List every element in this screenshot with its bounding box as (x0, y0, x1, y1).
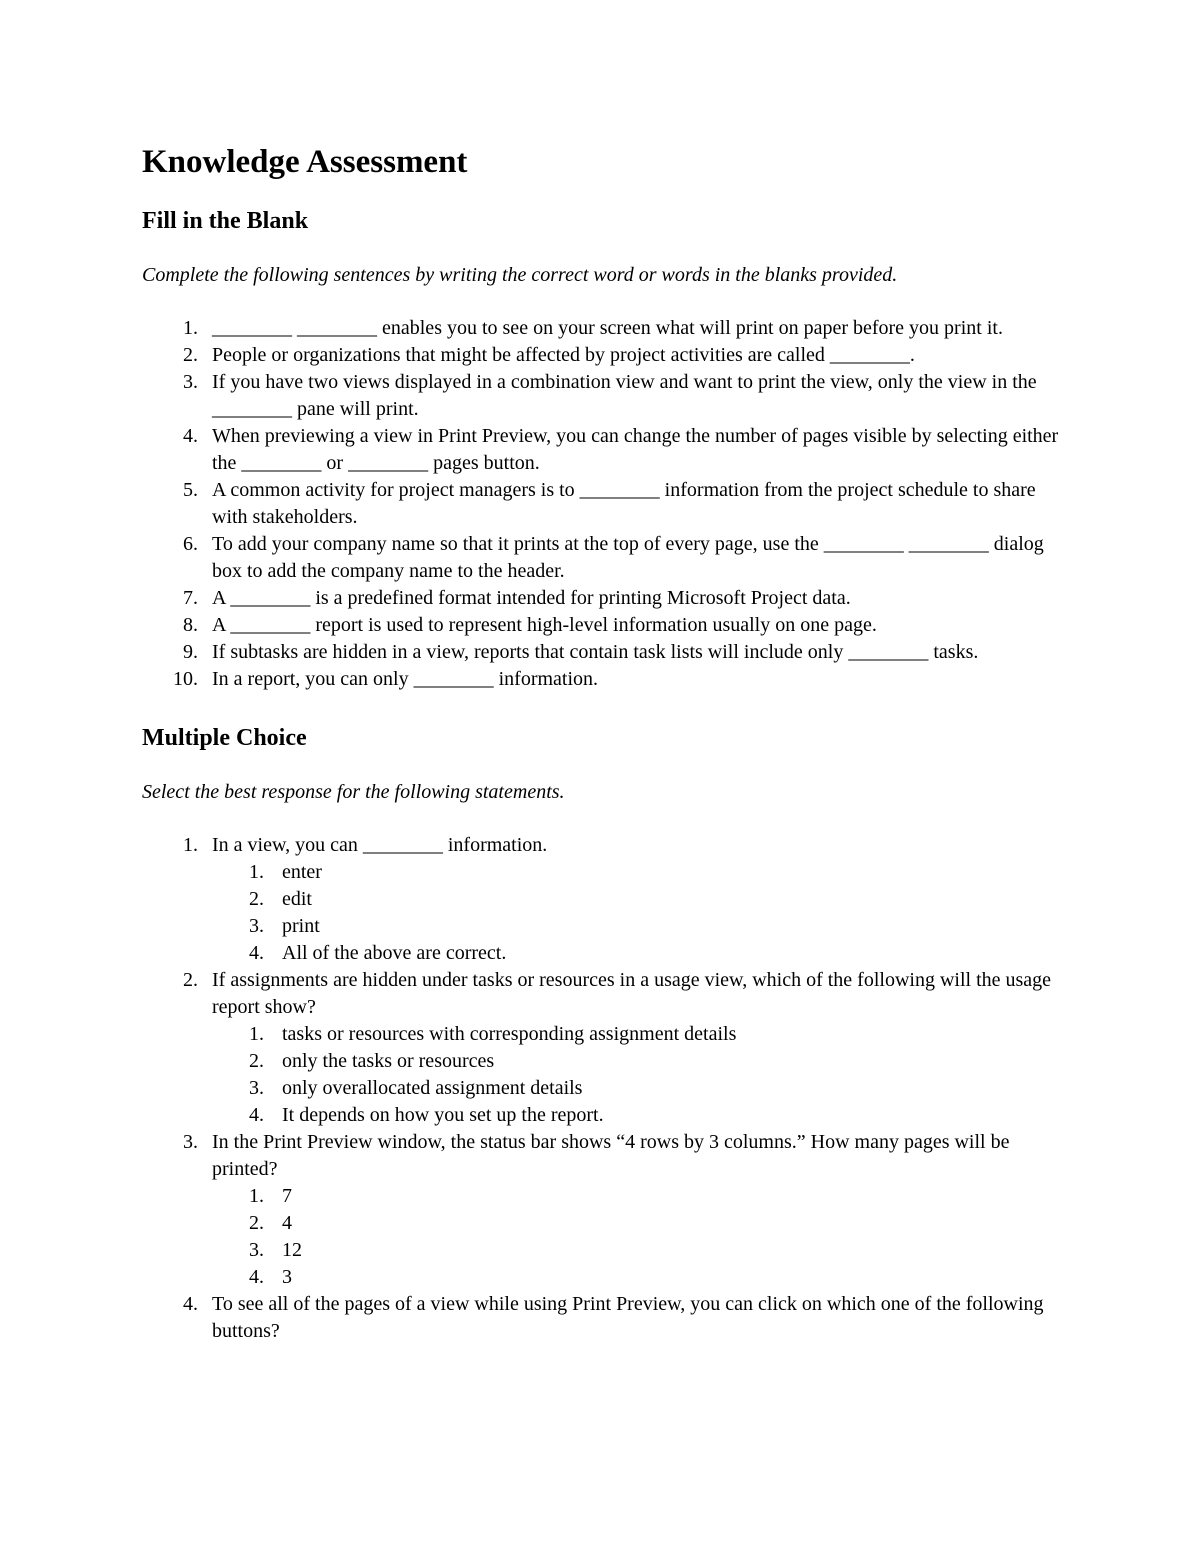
option-number: 4. (249, 1104, 264, 1126)
option (212, 940, 1072, 967)
item-text: A ________ report is used to represent high-level information usually on one page. (212, 614, 877, 636)
item-number: 8. (183, 614, 198, 636)
item-number: 9. (183, 641, 198, 663)
option-text: only overallocated assignment details (282, 1077, 583, 1099)
fill-in-blank-list (142, 315, 1072, 693)
option-number: 3. (249, 1239, 264, 1261)
item-number: 1. (183, 317, 198, 339)
fill-in-blank-item (142, 639, 1072, 666)
fill-in-blank-item (142, 477, 1072, 531)
fill-in-blank-heading: Fill in the Blank (142, 208, 309, 234)
item-number: 3. (183, 371, 198, 393)
option-number: 3. (249, 915, 264, 937)
option-list (212, 859, 1072, 967)
option (212, 859, 1072, 886)
option-text: tasks or resources with corresponding assignment details (282, 1023, 737, 1045)
option-number: 1. (249, 861, 264, 883)
option (212, 1102, 1072, 1129)
option (212, 1183, 1072, 1210)
option-number: 2. (249, 888, 264, 910)
fill-in-blank-item (142, 315, 1072, 342)
item-number: 4. (183, 425, 198, 447)
fill-in-blank-item (142, 369, 1072, 423)
item-text: A common activity for project managers is to ________ information from the project schedule to share with stakeholders. (212, 479, 1036, 528)
question-number: 4. (183, 1293, 198, 1315)
option (212, 913, 1072, 940)
question-number: 2. (183, 969, 198, 991)
option-number: 4. (249, 1266, 264, 1288)
question (142, 967, 1072, 1129)
option-text: 12 (282, 1239, 302, 1261)
option-number: 1. (249, 1185, 264, 1207)
option-text: enter (282, 861, 322, 883)
option (212, 1048, 1072, 1075)
option-text: edit (282, 888, 312, 910)
item-number: 6. (183, 533, 198, 555)
option (212, 1264, 1072, 1291)
question-number: 3. (183, 1131, 198, 1153)
item-text: To add your company name so that it prints at the top of every page, use the ________ ________ dialog box to add the company name to the header. (212, 533, 1044, 582)
option-number: 2. (249, 1050, 264, 1072)
option-number: 3. (249, 1077, 264, 1099)
fill-in-blank-instructions: Complete the following sentences by writing the correct word or words in the blanks provided. (142, 264, 898, 286)
option-text: 4 (282, 1212, 292, 1234)
question-number: 1. (183, 834, 198, 856)
item-text: In a report, you can only ________ information. (212, 668, 599, 690)
multiple-choice-heading: Multiple Choice (142, 725, 307, 751)
option-text: 3 (282, 1266, 292, 1288)
fill-in-blank-item (142, 666, 1072, 693)
option-list (212, 1021, 1072, 1129)
option-text: It depends on how you set up the report. (282, 1104, 604, 1126)
item-text: People or organizations that might be affected by project activities are called ________. (212, 344, 915, 366)
option-number: 2. (249, 1212, 264, 1234)
fill-in-blank-item (142, 423, 1072, 477)
question-text: To see all of the pages of a view while using Print Preview, you can click on which one of the following buttons? (212, 1293, 1044, 1342)
option (212, 1021, 1072, 1048)
item-text: If you have two views displayed in a combination view and want to print the view, only the view in the ________ pane will print. (212, 371, 1037, 420)
item-text: ________ ________ enables you to see on your screen what will print on paper before you print it. (212, 317, 1003, 339)
item-number: 10. (173, 668, 198, 690)
question-text: In a view, you can ________ information. (212, 834, 548, 856)
question (142, 832, 1072, 967)
page-title: Knowledge Assessment (142, 144, 468, 180)
fill-in-blank-item (142, 531, 1072, 585)
item-number: 2. (183, 344, 198, 366)
option-text: only the tasks or resources (282, 1050, 495, 1072)
fill-in-blank-item (142, 585, 1072, 612)
option (212, 1237, 1072, 1264)
multiple-choice-list (142, 832, 1072, 1345)
question-text: If assignments are hidden under tasks or resources in a usage view, which of the following will the usage report show? (212, 969, 1052, 1018)
item-number: 7. (183, 587, 198, 609)
multiple-choice-instructions: Select the best response for the following statements. (142, 781, 565, 803)
item-text: If subtasks are hidden in a view, reports that contain task lists will include only ________ tasks. (212, 641, 979, 663)
fill-in-blank-item (142, 342, 1072, 369)
item-text: A ________ is a predefined format intended for printing Microsoft Project data. (212, 587, 851, 609)
question (142, 1291, 1072, 1345)
option-text: All of the above are correct. (282, 942, 507, 964)
option-number: 4. (249, 942, 264, 964)
option-text: print (282, 915, 320, 937)
fill-in-blank-item (142, 612, 1072, 639)
option-number: 1. (249, 1023, 264, 1045)
option (212, 1075, 1072, 1102)
item-number: 5. (183, 479, 198, 501)
item-text: When previewing a view in Print Preview, you can change the number of pages visible by selecting either the ________ or ________ pages button. (212, 425, 1059, 474)
option (212, 886, 1072, 913)
question-text: In the Print Preview window, the status bar shows “4 rows by 3 columns.” How many pages will be printed? (212, 1131, 1010, 1180)
question (142, 1129, 1072, 1291)
option-text: 7 (282, 1185, 292, 1207)
document-page (142, 140, 1072, 1345)
option (212, 1210, 1072, 1237)
option-list (212, 1183, 1072, 1291)
